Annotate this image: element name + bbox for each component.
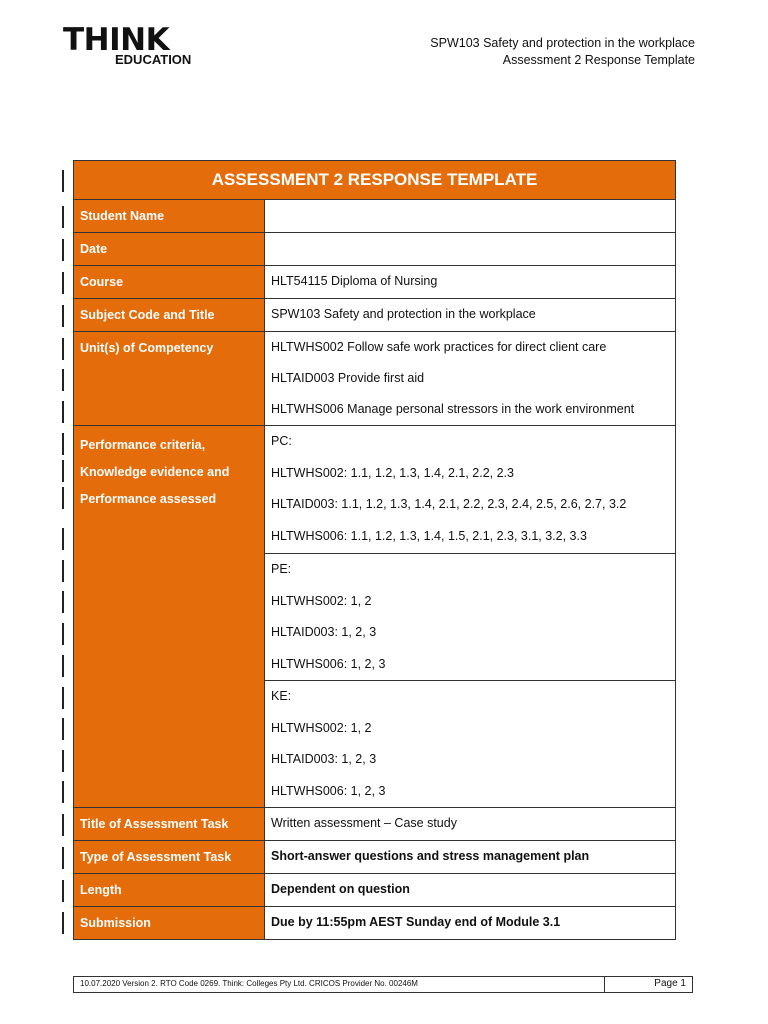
- course-value: HLT54115 Diploma of Nursing: [265, 266, 676, 299]
- page-footer: [73, 976, 693, 993]
- header-line-2: Assessment 2 Response Template: [502, 53, 695, 67]
- ke-line: HLTWHS006: 1, 2, 3: [271, 783, 386, 798]
- think-education-logo: [63, 22, 192, 67]
- length-label: Length: [74, 874, 265, 907]
- pc-line: HLTAID003: 1.1, 1.2, 1.3, 1.4, 2.1, 2.2, 2.3, 2.4, 2.5, 2.6, 2.7, 3.2: [271, 497, 627, 511]
- page-number: Page 1: [604, 976, 692, 992]
- footer-text: 10.07.2020 Version 2. RTO Code 0269. Think: Colleges Pty Ltd. CRICOS Provider No. 00246M: [80, 979, 418, 988]
- length-value: Dependent on question: [265, 874, 676, 907]
- pe-section: [265, 554, 676, 681]
- performance-label-line: Performance criteria,: [80, 438, 206, 452]
- task-title-value: Written assessment – Case study: [265, 808, 676, 841]
- header-line-1: SPW103 Safety and protection in the workplace: [430, 36, 695, 50]
- pe-line: HLTAID003: 1, 2, 3: [271, 625, 377, 639]
- date-label: Date: [74, 233, 265, 266]
- task-title-label: Title of Assessment Task: [74, 808, 265, 841]
- pe-line: HLTWHS002: 1, 2: [271, 593, 372, 608]
- table-title: ASSESSMENT 2 RESPONSE TEMPLATE: [74, 161, 676, 200]
- date-field[interactable]: [265, 233, 676, 266]
- units-list: [265, 332, 676, 426]
- submission-label: Submission: [74, 907, 265, 940]
- performance-label-line: Performance assessed: [80, 492, 217, 506]
- pe-line: PE:: [271, 562, 292, 576]
- pc-line: HLTWHS002: 1.1, 1.2, 1.3, 1.4, 2.1, 2.2, 2.3: [271, 465, 514, 480]
- ke-line: KE:: [271, 689, 292, 703]
- performance-label: [74, 426, 265, 808]
- pc-line: HLTWHS006: 1.1, 1.2, 1.3, 1.4, 1.5, 2.1, 2.3, 3.1, 3.2, 3.3: [271, 528, 587, 543]
- task-type-value: Short-answer questions and stress management plan: [265, 841, 676, 874]
- pc-section: [265, 426, 676, 554]
- pc-line: PC:: [271, 434, 292, 448]
- submission-value: Due by 11:55pm AEST Sunday end of Module 3.1: [265, 907, 676, 940]
- ke-line: HLTAID003: 1, 2, 3: [271, 752, 377, 766]
- logo-think: THINK: [63, 22, 170, 58]
- course-label: Course: [74, 266, 265, 299]
- student-name-label: Student Name: [74, 200, 265, 233]
- performance-label-line: Knowledge evidence and: [80, 465, 230, 479]
- ke-section: [265, 681, 676, 808]
- task-type-label: Type of Assessment Task: [74, 841, 265, 874]
- page-header: [430, 35, 695, 69]
- subject-value: SPW103 Safety and protection in the workplace: [265, 299, 676, 332]
- units-label: Unit(s) of Competency: [74, 332, 265, 426]
- logo-education: EDUCATION: [115, 52, 192, 67]
- unit-item: HLTWHS002 Follow safe work practices for direct client care: [271, 340, 607, 354]
- subject-label: Subject Code and Title: [74, 299, 265, 332]
- student-name-field[interactable]: [265, 200, 676, 233]
- unit-item: HLTWHS006 Manage personal stressors in the work environment: [271, 402, 635, 416]
- response-template-table: [73, 160, 676, 940]
- pe-line: HLTWHS006: 1, 2, 3: [271, 656, 386, 671]
- ke-line: HLTWHS002: 1, 2: [271, 720, 372, 735]
- unit-item: HLTAID003 Provide first aid: [271, 371, 425, 385]
